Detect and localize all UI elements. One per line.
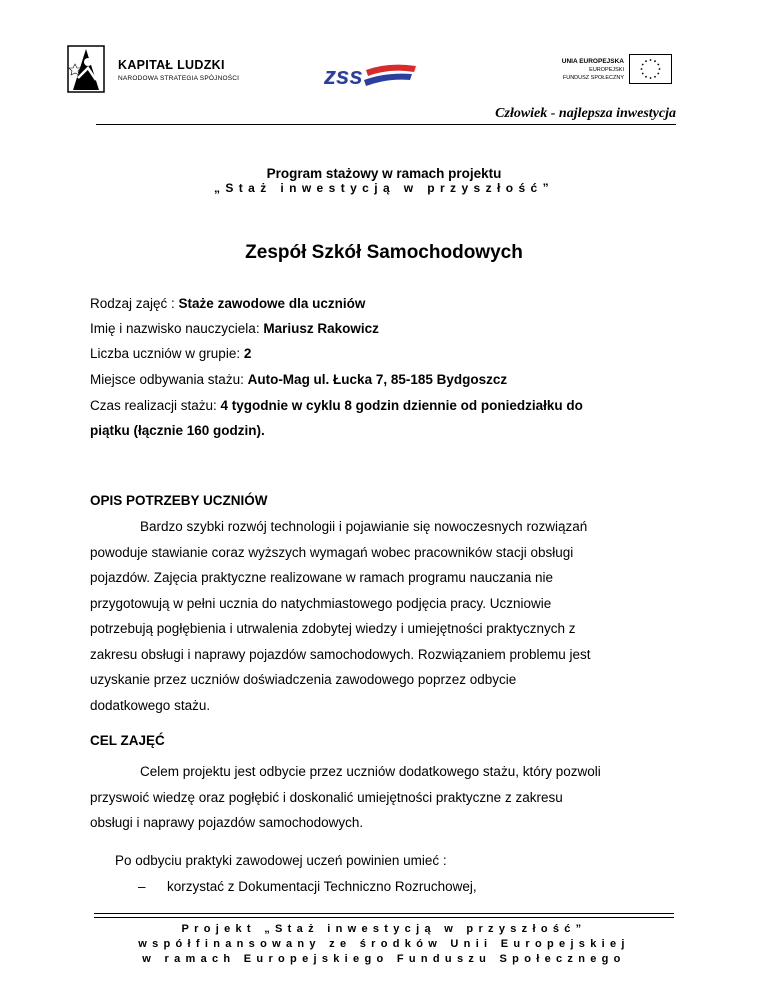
info-students-value: 2 [243,346,252,361]
info-teacher-value: Mariusz Rakowicz [263,321,379,336]
goal-paragraph [90,759,680,836]
eu-label-line3: FUNDUSZ SPOŁECZNY [562,75,624,81]
info-time-value-2: piątku (łącznie 160 godzin). [90,423,265,438]
goal-line: przyswoić wiedzę oraz pogłębić i doskonalić umiejętności praktyczne z zakresu [90,789,563,805]
eu-flag-icon [629,54,672,84]
kapital-ludzki-title: KAPITAŁ LUDZKI [118,58,225,72]
needs-line: zakresu obsługi i naprawy pojazdów samochodowych. Rozwiązaniem problemu jest [90,646,591,662]
goal-after: Po odbyciu praktyki zawodowej uczeń powinien umieć : [115,853,447,868]
footer-divider-2 [94,917,674,918]
info-time-cont [90,422,265,440]
goal-line: Celem projektu jest odbycie przez uczniów dodatkowego stażu, który pozwoli [140,764,601,779]
info-teacher-label: Imię i nazwisko nauczyciela: [90,321,264,336]
info-time [90,397,583,415]
needs-line: Bardzo szybki rozwój technologii i pojawianie się nowoczesnych rozwiązań [140,519,588,534]
info-place [90,371,507,389]
goal-bullet-item [138,878,477,896]
info-students-label: Liczba uczniów w grupie: [90,346,244,361]
bullet-dash: – [138,879,146,894]
info-time-label: Czas realizacji stażu: [90,398,221,413]
needs-line: pojazdów. Zajęcia praktyczne realizowane w ramach programu nauczania nie [90,570,553,585]
needs-line: potrzebują pogłębienia i utrwalenia zdobytej wiedzy i umiejętności praktycznych z [90,621,576,636]
school-logo-icon [322,56,418,92]
tagline: Człowiek - najlepsza inwestycja [495,106,676,121]
program-title: Program stażowy w ramach projektu [266,166,502,181]
info-place-value: Auto-Mag ul. Łucka 7, 85-185 Bydgoszcz [247,372,508,387]
info-type-label: Rodzaj zajęć : [90,296,179,311]
needs-line: powoduje stawianie coraz wyższych wymagań wobec pracowników stacji obsługi [90,544,574,560]
svg-text:zss: zss [324,63,363,90]
needs-paragraph [90,514,680,718]
goal-heading: CEL ZAJĘĆ [90,733,165,748]
footer-line3: w ramach Europejskiego Funduszu Społecznego [142,953,626,965]
info-type-value: Staże zawodowe dla uczniów [178,296,366,311]
footer-divider [94,913,674,914]
header-divider [96,124,676,125]
school-name: Zespół Szkół Samochodowych [245,242,523,263]
needs-heading: OPIS POTRZEBY UCZNIÓW [90,493,268,508]
kapital-ludzki-logo-icon [66,44,106,94]
eu-label-line2: EUROPEJSKI [589,67,624,73]
needs-line: przygotowują w pełni ucznia do natychmiastowego podjęcia pracy. Uczniowie [90,595,552,611]
info-teacher [90,320,379,338]
footer-line2: współfinansowany ze środków Unii Europejskiej [138,938,630,950]
eu-label-line1: UNIA EUROPEJSKA [561,58,624,65]
info-type [90,295,365,313]
footer-line1: Projekt „Staż inwestycją w przyszłość” [181,923,587,935]
info-students [90,345,251,363]
info-place-label: Miejsce odbywania stażu: [90,372,248,387]
info-time-value-1: 4 tygodnie w cyklu 8 godzin dziennie od poniedziałku do [220,398,583,413]
needs-line: uzyskanie przez uczniów doświadczenia zawodowego poprzez odbycie [90,672,517,687]
bullet-text: korzystać z Dokumentacji Techniczno Rozruchowej, [167,879,477,894]
needs-line: dodatkowego stażu. [90,697,211,713]
kapital-ludzki-subtitle: NARODOWA STRATEGIA SPÓJNOŚCI [118,75,240,82]
goal-line: obsługi i naprawy pojazdów samochodowych. [90,815,364,830]
program-subtitle: „Staż inwestycją w przyszłość” [213,181,555,195]
